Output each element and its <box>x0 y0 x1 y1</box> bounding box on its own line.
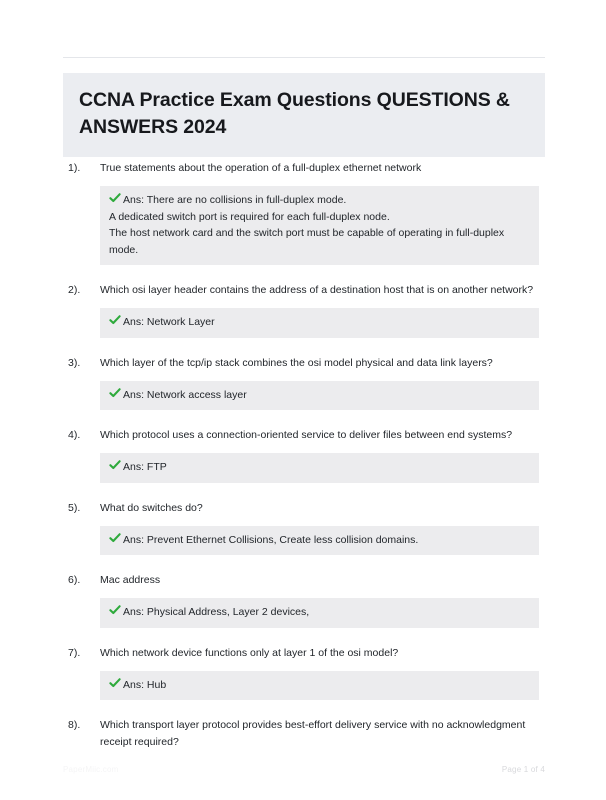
answer-line <box>109 677 530 694</box>
check-icon <box>109 192 121 208</box>
question-item <box>63 572 545 628</box>
question-number: 7). <box>68 646 81 659</box>
question-text: Mac address <box>100 574 161 586</box>
answer-box <box>100 671 539 701</box>
question-number: 8). <box>68 719 81 731</box>
question-text: Which osi layer header contains the address of a destination host that is on another network? <box>100 284 534 296</box>
answer-box <box>100 453 539 483</box>
question-list <box>63 160 545 768</box>
question-item <box>63 717 545 751</box>
footer-watermark: PaperMiic.com <box>63 765 119 774</box>
answer-line-text: Ans: Network Layer <box>123 316 215 328</box>
page-title: CCNA Practice Exam Questions QUESTIONS & ANSWERS 2024 <box>79 89 510 138</box>
answer-box <box>100 598 539 628</box>
check-icon <box>109 532 121 548</box>
question-item <box>63 645 545 701</box>
header-divider <box>63 57 545 58</box>
question-number: 3). <box>68 356 81 369</box>
answer-box <box>100 308 539 338</box>
question-item <box>63 427 545 483</box>
question-text: Which protocol uses a connection-oriented service to deliver files between end systems? <box>100 429 513 441</box>
question-text: Which network device functions only at layer 1 of the osi model? <box>100 646 399 659</box>
answer-line-text: Ans: Prevent Ethernet Collisions, Create less collision domains. <box>123 533 419 546</box>
question-item <box>63 355 545 411</box>
question-number: 5). <box>68 501 81 514</box>
check-icon <box>109 677 121 693</box>
question-item <box>63 282 545 338</box>
question-text: What do switches do? <box>100 501 203 514</box>
answer-line <box>109 192 530 209</box>
answer-line-text: Ans: Network access layer <box>123 388 247 401</box>
answer-line-text: Ans: FTP <box>123 461 167 473</box>
page-footer <box>63 765 545 774</box>
answer-box <box>100 186 539 265</box>
answer-line <box>109 314 530 331</box>
answer-box <box>100 381 539 411</box>
question-item <box>63 160 545 265</box>
answer-line <box>109 459 530 476</box>
check-icon <box>109 387 121 403</box>
question-number: 6). <box>68 574 81 586</box>
document-title-banner <box>63 73 545 157</box>
answer-line-text: Ans: Physical Address, Layer 2 devices, <box>123 606 310 618</box>
question-number: 1). <box>68 162 81 174</box>
question-item <box>63 500 545 556</box>
check-icon <box>109 314 121 330</box>
answer-line: The host network card and the switch port must be capable of operating in full-duplex mode. <box>109 227 505 256</box>
footer-page-number: Page 1 of 4 <box>501 765 545 774</box>
question-text: Which transport layer protocol provides best-effort delivery service with no acknowledgment receipt required? <box>100 719 526 748</box>
answer-box <box>100 526 539 556</box>
answer-line-text: Ans: There are no collisions in full-duplex mode. <box>123 194 347 206</box>
check-icon <box>109 604 121 620</box>
answer-line: A dedicated switch port is required for each full-duplex node. <box>109 210 390 223</box>
question-text: True statements about the operation of a full-duplex ethernet network <box>100 162 422 174</box>
answer-line <box>109 532 530 549</box>
question-text: Which layer of the tcp/ip stack combines the osi model physical and data link layers? <box>100 356 493 369</box>
question-number: 2). <box>68 284 81 296</box>
answer-line <box>109 604 530 621</box>
check-icon <box>109 459 121 475</box>
question-number: 4). <box>68 429 81 441</box>
answer-line <box>109 387 530 404</box>
answer-line-text: Ans: Hub <box>123 678 167 691</box>
